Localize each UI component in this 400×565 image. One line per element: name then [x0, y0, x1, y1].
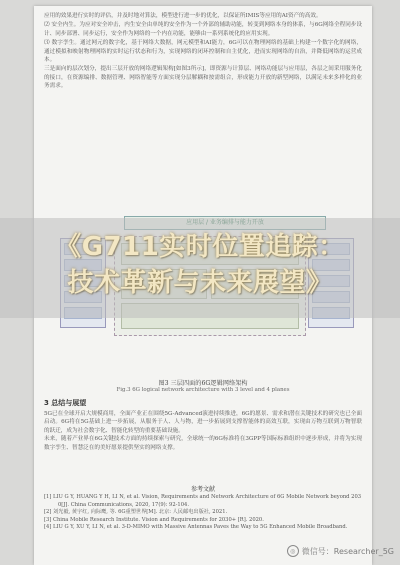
figure-caption-cn: 图3 三层四面的6G逻辑网络架构: [158, 380, 248, 387]
section-heading: 3 总结与展望: [44, 399, 87, 407]
paragraph: ⑶ 数字孪生。通过网元的数字化，基于网络大数据，网元模型和AI能力，6G可以在物理网络的基础上构建一个数字化的网络，通过模拟和映射物理网络的实时运行状态和行为，实现网络的闭环控制和自主优化，进而实现网络的自治，并降低网络的运营成本。: [44, 40, 362, 64]
reference-item: [3] China Mobile Research Institute. Vision and Requirements for 2030+ [R]. 2020.: [44, 516, 264, 523]
references-title: 参考文献: [190, 486, 215, 493]
paragraph: 未来，随着产业界在6G关键技术方面的持续探索与研究，全球统一的6G标准将在3GPP等国际标准组织中逐步形成，并将为实现数字孪生、智慧泛在的美好愿景提供坚实的网络支撑。: [44, 436, 362, 451]
watermark-text: 微信号：Researcher_5G: [301, 546, 394, 556]
body-text-top: [34, 12, 372, 92]
reference-item: [4] LIU G Y, XU Y, LI N, et al. 3-D-MIMO with Massive Antennas Paves the Way to 5G Enhanced Mobile Broadband.: [44, 524, 348, 531]
paragraph: 应用的效果进行实时的评估，并及时地对算法，模型进行进一步的优化，以保证所IMIS等应用的AI资产的高效。: [44, 13, 322, 19]
references-list: [44, 494, 362, 532]
watermark: [287, 545, 394, 557]
overlay-title-line-2: 技术革新与未来展望》: [67, 268, 333, 298]
wechat-icon: ◎: [287, 545, 299, 557]
reference-item: [2] 刘光毅, 黄宇红, 向际鹰, 等. 6G重塑世界[M]. 北京: 人民邮电出版社, 2021.: [44, 509, 228, 516]
paragraph: 5G已在全球开启大规模商用，全面产业正在围绕5G-Advanced演进持续推进，6G的愿景、需求和潜在关键技术的研究也已全面启动。6G将在5G基础上进一步拓展，从服务于人、人与物，进一步拓展到支撑智能体的高效互联，实现由万物互联到万物智联的跃迁，成为社会数字化、智能化转型的重要基础设施。: [44, 411, 362, 434]
paragraph: 三是面向的层次划分，提出三层开放的网络逻辑架构[如图3所示]，即资源与计算层、网络功能层与应用层，各层之间采用服务化的接口，在资源编排、数据管理、网络智能等方面实现分层解耦和按需组合，形成能力开放的新型网络，以满足未来多样化的业务需求。: [44, 66, 362, 90]
overlay-title-line-1: 《G711实时位置追踪：: [55, 232, 345, 262]
reference-item: [1] LIU G Y, HUANG Y H, LI N, et al. Vision, Requirements and Network Architecture of 6G Mobile Network beyond 2030[J]. China Communications, 2020, 17(9): 92-104.: [44, 494, 362, 508]
figure-caption-en: Fig.3 6G logical network architecture with 3 level and 4 planes: [116, 387, 290, 393]
body-text-bottom: [34, 410, 372, 452]
paragraph: ⑵ 安全内生。为应对安全冲击，内生安全由单纯的安全作为一个外部的辅助功能，转变到网络本身的体系，与6G网络全程同步设计、同步部署、同步运行，安全作为网络的一个内在功能，能够由一系列系统化的应用实现。: [44, 22, 362, 37]
